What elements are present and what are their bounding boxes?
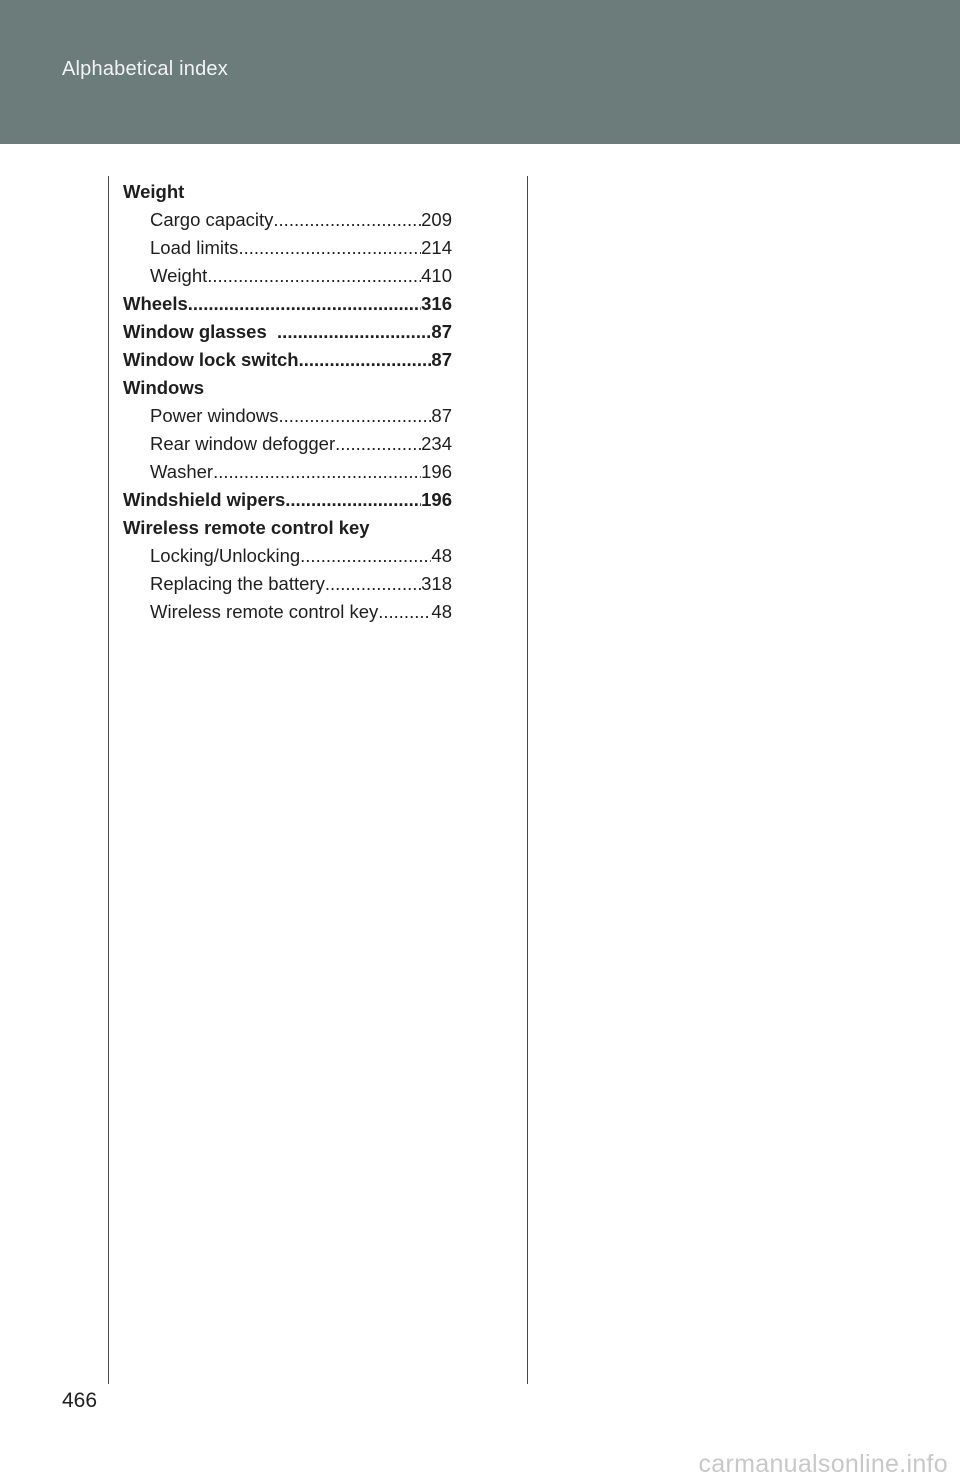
index-entry-rear-window-defogger	[123, 430, 452, 458]
index-entry-label: Locking/Unlocking	[150, 545, 301, 566]
index-entry-windshield-wipers	[123, 486, 452, 514]
index-entry-page: 410	[421, 265, 452, 286]
dot-leader	[335, 430, 421, 458]
index-heading-windows	[123, 374, 452, 402]
index-entry-washer	[123, 458, 452, 486]
index-heading-wireless-remote-control-key	[123, 514, 452, 542]
index-entry-label: Weight	[150, 265, 208, 286]
dot-leader	[325, 570, 421, 598]
index-entry-label: Window lock switch	[123, 349, 299, 370]
index-column	[123, 178, 452, 626]
column-divider-left	[108, 176, 109, 1384]
index-entry-label: Rear window defogger	[150, 433, 336, 454]
dot-leader	[207, 262, 421, 290]
index-entry-page: 87	[431, 405, 452, 426]
index-entry-window-lock-switch	[123, 346, 452, 374]
index-entry-page: 316	[421, 293, 452, 314]
index-entry-label: Load limits	[150, 237, 239, 258]
index-entry-load-limits	[123, 234, 452, 262]
index-entry-page: 209	[421, 209, 452, 230]
dot-leader	[300, 542, 431, 570]
page-header	[0, 0, 960, 144]
dot-leader	[213, 458, 421, 486]
index-entry-page: 48	[431, 601, 452, 622]
index-entry-label: Power windows	[150, 405, 279, 426]
index-heading-label: Windows	[123, 377, 205, 398]
dot-leader	[277, 318, 431, 346]
index-entry-wireless-remote-control-key	[123, 598, 452, 626]
index-entry-replacing-the-battery	[123, 570, 452, 598]
index-entry-page: 318	[421, 573, 452, 594]
dot-leader	[279, 402, 432, 430]
index-entry-page: 234	[421, 433, 452, 454]
watermark: carmanualsonline.info	[698, 1450, 948, 1478]
index-heading-label: Wireless remote control key	[123, 517, 370, 538]
index-entry-label: Windshield wipers	[123, 489, 286, 510]
index-heading-label: Weight	[123, 181, 185, 202]
index-entry-page: 196	[421, 461, 452, 482]
index-entry-label: Cargo capacity	[150, 209, 274, 230]
dot-leader	[188, 290, 421, 318]
dot-leader	[273, 206, 421, 234]
index-entry-cargo-capacity	[123, 206, 452, 234]
index-entry-label: Wireless remote control key	[150, 601, 379, 622]
dot-leader	[299, 346, 432, 374]
index-entry-locking-unlocking	[123, 542, 452, 570]
index-entry-label: Window glasses	[123, 321, 278, 342]
index-entry-wheels	[123, 290, 452, 318]
page-number: 466	[62, 1389, 98, 1412]
index-entry-page: 87	[431, 349, 452, 370]
index-entry-label: Replacing the battery	[150, 573, 325, 594]
section-title: Alphabetical index	[62, 58, 228, 80]
index-entry-page: 196	[421, 489, 452, 510]
dot-leader	[378, 598, 431, 626]
index-entry-page: 87	[431, 321, 452, 342]
index-entry-weight	[123, 262, 452, 290]
index-entry-page: 48	[431, 545, 452, 566]
index-entry-label: Washer	[150, 461, 214, 482]
index-entry-page: 214	[421, 237, 452, 258]
dot-leader	[285, 486, 421, 514]
index-entry-power-windows	[123, 402, 452, 430]
column-divider-right	[527, 176, 528, 1384]
index-entry-window-glasses	[123, 318, 452, 346]
dot-leader	[238, 234, 421, 262]
index-entry-label: Wheels	[123, 293, 188, 314]
index-heading-weight	[123, 178, 452, 206]
